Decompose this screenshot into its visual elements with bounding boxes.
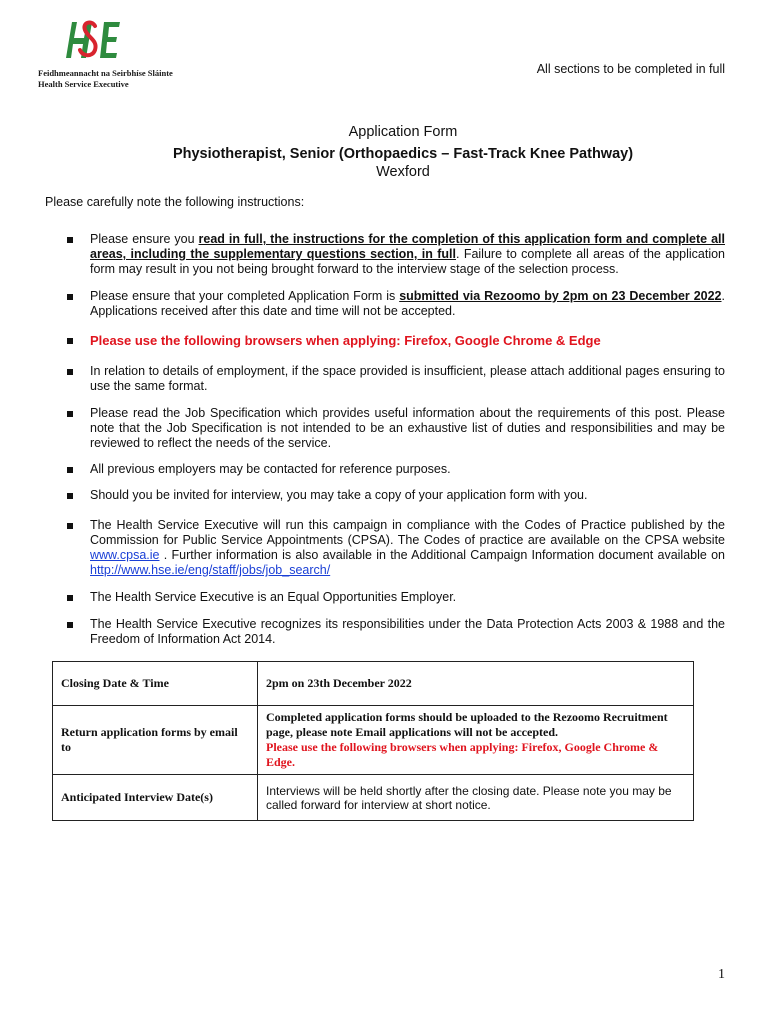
bullet-icon bbox=[67, 294, 73, 300]
deadline-emphasis: submitted via Rezoomo by 2pm on 23 December 2022 bbox=[399, 289, 722, 303]
hse-logo-mark bbox=[62, 18, 122, 64]
instruction-text: . Further information is also available in the Additional Campaign Information document available on bbox=[159, 548, 725, 562]
instruction-item: Please read the Job Specification which provides useful information about the requirements of this post. Please note that the Job Specification is not intended to be an exhaustive list of duties and responsibilities and may be reviewed to reflect the needs of the service. bbox=[90, 406, 725, 450]
logo-text-irish: Feidhmeannacht na Seirbhíse Sláinte bbox=[38, 68, 173, 78]
instruction-item bbox=[90, 518, 725, 578]
instruction-text: Please ensure that your completed Application Form is bbox=[90, 289, 400, 303]
instruction-item: Should you be invited for interview, you may take a copy of your application form with you. bbox=[90, 488, 588, 502]
bullet-icon bbox=[67, 595, 73, 601]
instruction-text: . Failure to complete all areas of the application form may result in you not being brought forward to the interview stage of the selection process. bbox=[90, 247, 726, 276]
closing-date-label: Closing Date & Time bbox=[53, 662, 258, 706]
instruction-text: . Applications received after this date and time will not be accepted. bbox=[90, 289, 725, 318]
form-title: Application Form bbox=[348, 124, 458, 140]
bullet-icon bbox=[67, 369, 73, 375]
interview-date-value: Interviews will be held shortly after the closing date. Please note you may be called forward for interview at short notice. bbox=[258, 775, 694, 821]
table-row bbox=[53, 706, 694, 775]
instruction-text: Please ensure you bbox=[90, 232, 199, 246]
instructions-intro: Please carefully note the following instructions: bbox=[45, 195, 305, 209]
location-title: Wexford bbox=[376, 164, 430, 180]
table-row bbox=[53, 775, 694, 821]
hse-logo bbox=[38, 18, 173, 89]
closing-date-value bbox=[258, 662, 694, 706]
return-forms-value bbox=[258, 706, 694, 775]
post-title: Physiotherapist, Senior (Orthopaedics – Fast-Track Knee Pathway) bbox=[172, 146, 634, 162]
return-forms-label: Return application forms by email to bbox=[53, 706, 258, 775]
page-number: 1 bbox=[718, 967, 725, 982]
instruction-item bbox=[90, 289, 725, 319]
browser-warning: Please use the following browsers when applying: Firefox, Google Chrome & Edge bbox=[90, 333, 601, 348]
key-dates-table bbox=[52, 661, 694, 821]
bullet-icon bbox=[67, 338, 73, 344]
completion-note: All sections to be completed in full bbox=[536, 62, 725, 76]
bullet-icon bbox=[67, 622, 73, 628]
instruction-item: All previous employers may be contacted for reference purposes. bbox=[90, 462, 451, 476]
instruction-item: The Health Service Executive is an Equal Opportunities Employer. bbox=[90, 590, 457, 604]
instruction-item: The Health Service Executive recognizes its responsibilities under the Data Protection Acts 2003 & 1988 and the Freedom of Information Act 2014. bbox=[90, 617, 725, 646]
instruction-emphasis: read in full, the instructions for the completion of this application form and complete all areas, including the supplementary questions section, in full bbox=[90, 232, 725, 261]
logo-text-english: Health Service Executive bbox=[38, 79, 129, 89]
cpsa-link[interactable]: www.cpsa.ie bbox=[90, 548, 160, 562]
upload-instruction: Completed application forms should be uploaded to the Rezoomo Recruitment page, please note Email applications will not be accepted. bbox=[266, 710, 668, 739]
instruction-item bbox=[90, 232, 725, 277]
browser-warning-table: Please use the following browsers when applying: Firefox, Google Chrome & Edge. bbox=[266, 740, 659, 769]
instruction-item: In relation to details of employment, if the space provided is insufficient, please attach additional pages ensuring to use the same format. bbox=[90, 364, 725, 393]
hse-jobs-link[interactable]: http://www.hse.ie/eng/staff/jobs/job_search/ bbox=[90, 563, 331, 577]
interview-date-label: Anticipated Interview Date(s) bbox=[53, 775, 258, 821]
bullet-icon bbox=[67, 467, 73, 473]
table-row bbox=[53, 662, 694, 706]
instruction-text: The Health Service Executive will run this campaign in compliance with the Codes of Practice published by the Commission for Public Service Appointments (CPSA). The Codes of practice are available on the CPSA website bbox=[90, 518, 725, 547]
bullet-icon bbox=[67, 411, 73, 417]
bullet-icon bbox=[67, 493, 73, 499]
bullet-icon bbox=[67, 237, 73, 243]
closing-date-text: 2pm on 23th December 2022 bbox=[266, 676, 412, 690]
bullet-icon bbox=[67, 523, 73, 529]
